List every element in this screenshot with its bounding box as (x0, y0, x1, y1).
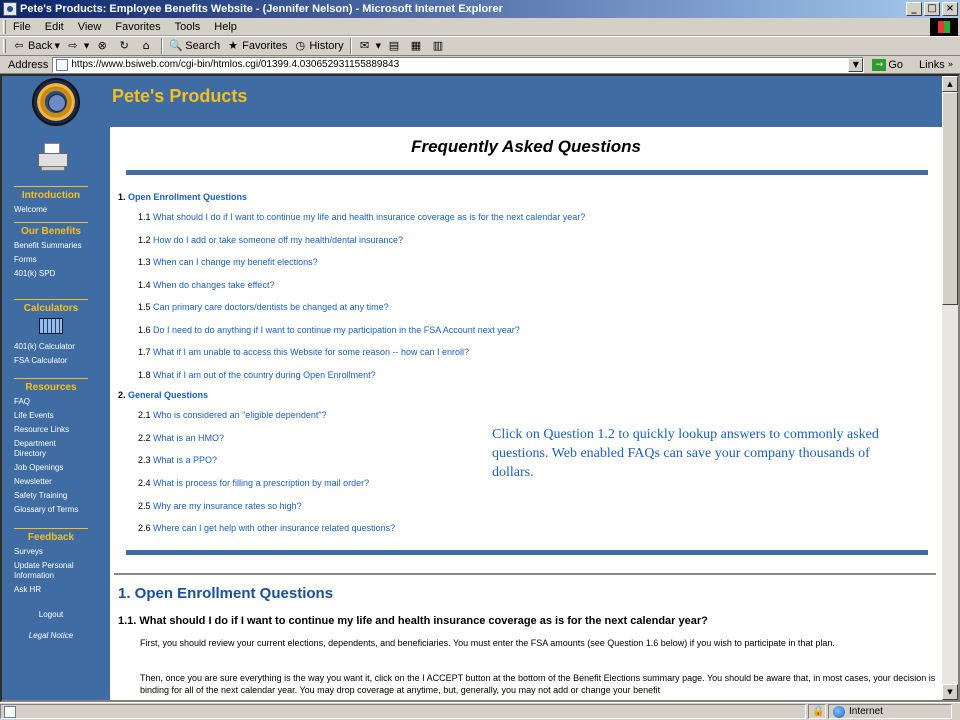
nav-life-events[interactable]: Life Events (14, 411, 54, 420)
back-button[interactable] (9, 37, 63, 55)
nav-section-calculators (14, 299, 88, 366)
question-number: 1.8 (138, 370, 151, 380)
annotation-callout: Click on Question 1.2 to quickly lookup answers to commonly asked questions. Web enabled FAQs can save your company thousands of dollars. (492, 427, 879, 480)
question-number: 1.5 (138, 302, 151, 312)
back-dropdown-icon[interactable]: ▼ (54, 42, 60, 50)
question-link[interactable]: What is a PPO? (153, 455, 218, 465)
stop-button[interactable] (92, 37, 114, 55)
site-brand: Pete's Products (112, 86, 248, 106)
question-number: 1.7 (138, 347, 151, 357)
faq-item (138, 325, 520, 335)
section-heading-1 (118, 192, 247, 202)
faq-item (138, 455, 217, 465)
question-link[interactable]: Do I need to do anything if I want to continue my participation in the FSA Account next year? (153, 325, 520, 335)
window-title: Pete's Products: Employee Benefits Website - (Jennifer Nelson) - Microsoft Internet Explorer (20, 3, 503, 15)
page-title: Frequently Asked Questions (411, 137, 641, 156)
back-arrow-icon: ⇦ (14, 39, 24, 52)
nav-safety-training[interactable]: Safety Training (14, 491, 68, 500)
question-number: 2.6 (138, 523, 151, 533)
mail-button[interactable] (355, 37, 384, 55)
search-icon: 🔍 (169, 39, 184, 52)
scroll-thumb[interactable] (942, 92, 958, 305)
nav-benefit-summaries[interactable]: Benefit Summaries (14, 241, 82, 250)
blue-divider (126, 550, 928, 555)
question-link[interactable]: What if I am unable to access this Website for some reason -- how can I enroll? (153, 347, 470, 357)
nav-ask-hr[interactable]: Ask HR (14, 585, 42, 594)
faq-item (138, 212, 585, 222)
links-label: Links (919, 58, 945, 71)
page-viewport (0, 74, 960, 702)
history-button[interactable] (290, 37, 346, 55)
nav-department-directory[interactable]: Department Directory (14, 439, 56, 458)
question-link[interactable]: What should I do if I want to continue my life and health insurance coverage as is for the next calendar year? (153, 212, 586, 222)
history-label: History (309, 40, 344, 52)
vertical-scrollbar[interactable] (942, 76, 958, 700)
title-bar (0, 0, 960, 18)
menu-tools[interactable]: Tools (174, 20, 201, 33)
internet-zone-icon (833, 706, 845, 718)
edit-icon: ▦ (410, 39, 422, 52)
nav-401k-calculator[interactable]: 401(k) Calculator (14, 342, 75, 351)
section-number: 2. (118, 390, 126, 400)
question-link[interactable]: How do I add or take someone off my health/dental insurance? (153, 235, 404, 245)
nav-section-feedback (14, 528, 88, 595)
site-banner (110, 76, 942, 127)
edit-button[interactable] (406, 37, 428, 55)
faq-item (138, 478, 369, 488)
section-heading-2 (118, 390, 208, 400)
calculator-icon (39, 318, 63, 334)
printer-icon[interactable] (36, 143, 70, 171)
question-number: 2.2 (138, 433, 151, 443)
zone-label: Internet (849, 706, 883, 717)
nav-update-personal-information[interactable]: Update Personal Information (14, 561, 74, 580)
forward-dropdown-icon[interactable]: ▼ (83, 42, 90, 50)
print-icon: ▤ (388, 39, 400, 52)
nav-surveys[interactable]: Surveys (14, 547, 43, 556)
logout-link[interactable]: Logout (38, 610, 64, 619)
nav-section-introduction (14, 186, 88, 215)
standard-toolbar (0, 36, 960, 56)
go-label: Go (888, 58, 904, 71)
search-label: Search (185, 40, 221, 52)
section-link-general-questions[interactable]: General Questions (128, 390, 209, 400)
nav-forms[interactable]: Forms (14, 255, 37, 264)
discuss-icon: ▥ (432, 39, 444, 52)
question-link[interactable]: What if I am out of the country during Open Enrollment? (153, 370, 376, 380)
nav-glossary-of-terms[interactable]: Glossary of Terms (14, 505, 79, 514)
question-number: 1.4 (138, 280, 151, 290)
toolbar-grip (3, 39, 6, 53)
window-controls (906, 2, 958, 16)
nav-section-our-benefits (14, 222, 88, 279)
question-number: 1.3 (138, 257, 151, 267)
faq-item (138, 347, 469, 357)
nav-head-our-benefits: Our Benefits (14, 222, 88, 237)
mail-icon: ✉ (359, 39, 370, 52)
question-number: 1.2 (138, 235, 151, 245)
nav-newsletter[interactable]: Newsletter (14, 477, 52, 486)
question-link[interactable]: What is process for filling a prescription by mail order? (153, 478, 370, 488)
favorites-icon: ★ (228, 39, 239, 52)
faq-item (138, 302, 389, 312)
menu-view[interactable]: View (77, 20, 102, 33)
links-chevron-icon: » (947, 59, 954, 70)
favorites-label: Favorites (242, 40, 288, 52)
nav-head-introduction: Introduction (14, 186, 88, 201)
forward-button[interactable] (63, 37, 92, 55)
question-link[interactable]: What is an HMO? (153, 433, 225, 443)
ie-icon (3, 2, 17, 16)
nav-401k-spd[interactable]: 401(k) SPD (14, 269, 56, 278)
legal-notice-link[interactable]: Legal Notice (28, 631, 74, 640)
scroll-up-button[interactable]: ▲ (942, 76, 958, 92)
question-link[interactable]: When do changes take effect? (153, 280, 275, 290)
go-arrow-icon: → (872, 59, 886, 71)
question-number: 1.6 (138, 325, 151, 335)
faq-item (138, 235, 403, 245)
forward-arrow-icon: ⇨ (68, 39, 78, 52)
address-dropdown-icon[interactable]: ▼ (848, 58, 863, 72)
links-button[interactable] (919, 59, 953, 71)
question-link[interactable]: Where can I get help with other insurance related questions? (153, 523, 396, 533)
menu-favorites[interactable]: Favorites (115, 20, 161, 33)
detail-section-heading: 1. Open Enrollment Questions (118, 585, 334, 602)
windows-logo-icon (930, 18, 958, 36)
lock-icon: 🔒 (812, 706, 825, 717)
faq-content (110, 127, 942, 702)
mail-dropdown-icon[interactable]: ▼ (375, 42, 381, 50)
status-bar (0, 702, 960, 720)
menu-edit[interactable]: Edit (44, 20, 64, 33)
toolbar-separator (161, 38, 163, 54)
nav-fsa-calculator[interactable]: FSA Calculator (14, 356, 68, 365)
faq-item (138, 280, 274, 290)
detail-question-heading: 1.1. What should I do if I want to continue my life and health insurance coverage as is for the next calendar year? (118, 615, 708, 627)
address-bar (0, 56, 960, 74)
question-number: 1.1 (138, 212, 151, 222)
faq-item (138, 410, 327, 420)
nav-head-resources: Resources (14, 378, 88, 393)
menu-file[interactable]: File (13, 20, 31, 33)
address-label: Address (8, 58, 49, 71)
detail-answer-paragraph: First, you should review your current elections, dependents, and beneficiaries. You must enter the FSA amounts (see Question 1.6 below) if you wish to participate in that plan. (140, 638, 835, 648)
nav-head-feedback: Feedback (14, 528, 88, 543)
section-number: 1. (118, 192, 126, 202)
question-number: 2.5 (138, 501, 151, 511)
close-button[interactable]: × (942, 2, 958, 16)
search-button[interactable] (166, 37, 223, 55)
address-field[interactable] (52, 57, 864, 73)
faq-item (138, 257, 318, 267)
home-button[interactable] (136, 37, 158, 55)
favorites-button[interactable] (223, 37, 290, 55)
company-logo-icon (32, 78, 80, 126)
print-button[interactable] (384, 37, 406, 55)
history-icon: ◷ (295, 39, 306, 52)
faq-item (138, 501, 302, 511)
section-link-open-enrollment[interactable]: Open Enrollment Questions (128, 192, 248, 202)
discuss-button[interactable] (428, 37, 450, 55)
nav-faq[interactable]: FAQ (14, 397, 31, 406)
toolbar-separator (350, 38, 352, 54)
question-number: 2.1 (138, 410, 151, 420)
question-link[interactable]: Why are my insurance rates so high? (153, 501, 302, 511)
question-link[interactable]: Can primary care doctors/dentists be changed at any time? (153, 302, 389, 312)
faq-item (138, 523, 395, 533)
blue-divider (126, 170, 928, 175)
nav-welcome[interactable]: Welcome (14, 205, 48, 214)
back-label: Back (28, 40, 53, 52)
menu-bar (0, 18, 960, 36)
question-number: 2.4 (138, 478, 151, 488)
page-icon (56, 59, 68, 71)
go-button[interactable] (868, 59, 907, 71)
zone-cell (828, 704, 952, 719)
minimize-button[interactable]: _ (906, 2, 922, 16)
nav-job-openings[interactable]: Job Openings (14, 463, 64, 472)
question-link[interactable]: Who is considered an "eligible dependent"? (153, 410, 327, 420)
stop-icon: ⊗ (97, 39, 107, 52)
security-cell (808, 704, 826, 719)
faq-item (138, 370, 376, 380)
home-icon: ⌂ (142, 39, 150, 52)
nav-head-calculators: Calculators (14, 299, 88, 314)
maximize-button[interactable]: □ (924, 2, 940, 16)
question-number: 2.3 (138, 455, 151, 465)
address-input[interactable] (71, 59, 841, 70)
page-status-icon (4, 706, 16, 718)
detail-answer-paragraph: Then, once you are sure everything is the way you want it, click on the I ACCEPT button at the bottom of the Benefit Elections summary page. You should be aware that, in most cases, your decision is binding for all of the next calendar year. You may drop coverage at anytime, but, generally, you may not add or change your benefit (140, 673, 936, 695)
site-sidebar (2, 76, 110, 702)
nav-section-resources (14, 378, 88, 515)
nav-resource-links[interactable]: Resource Links (14, 425, 70, 434)
refresh-button[interactable] (114, 37, 136, 55)
status-text-cell (0, 704, 806, 719)
question-link[interactable]: When can I change my benefit elections? (153, 257, 318, 267)
faq-item (138, 433, 224, 443)
scroll-down-button[interactable]: ▼ (942, 684, 958, 700)
gray-divider (114, 573, 936, 575)
refresh-icon: ↻ (119, 39, 129, 52)
menu-help[interactable]: Help (214, 20, 237, 33)
